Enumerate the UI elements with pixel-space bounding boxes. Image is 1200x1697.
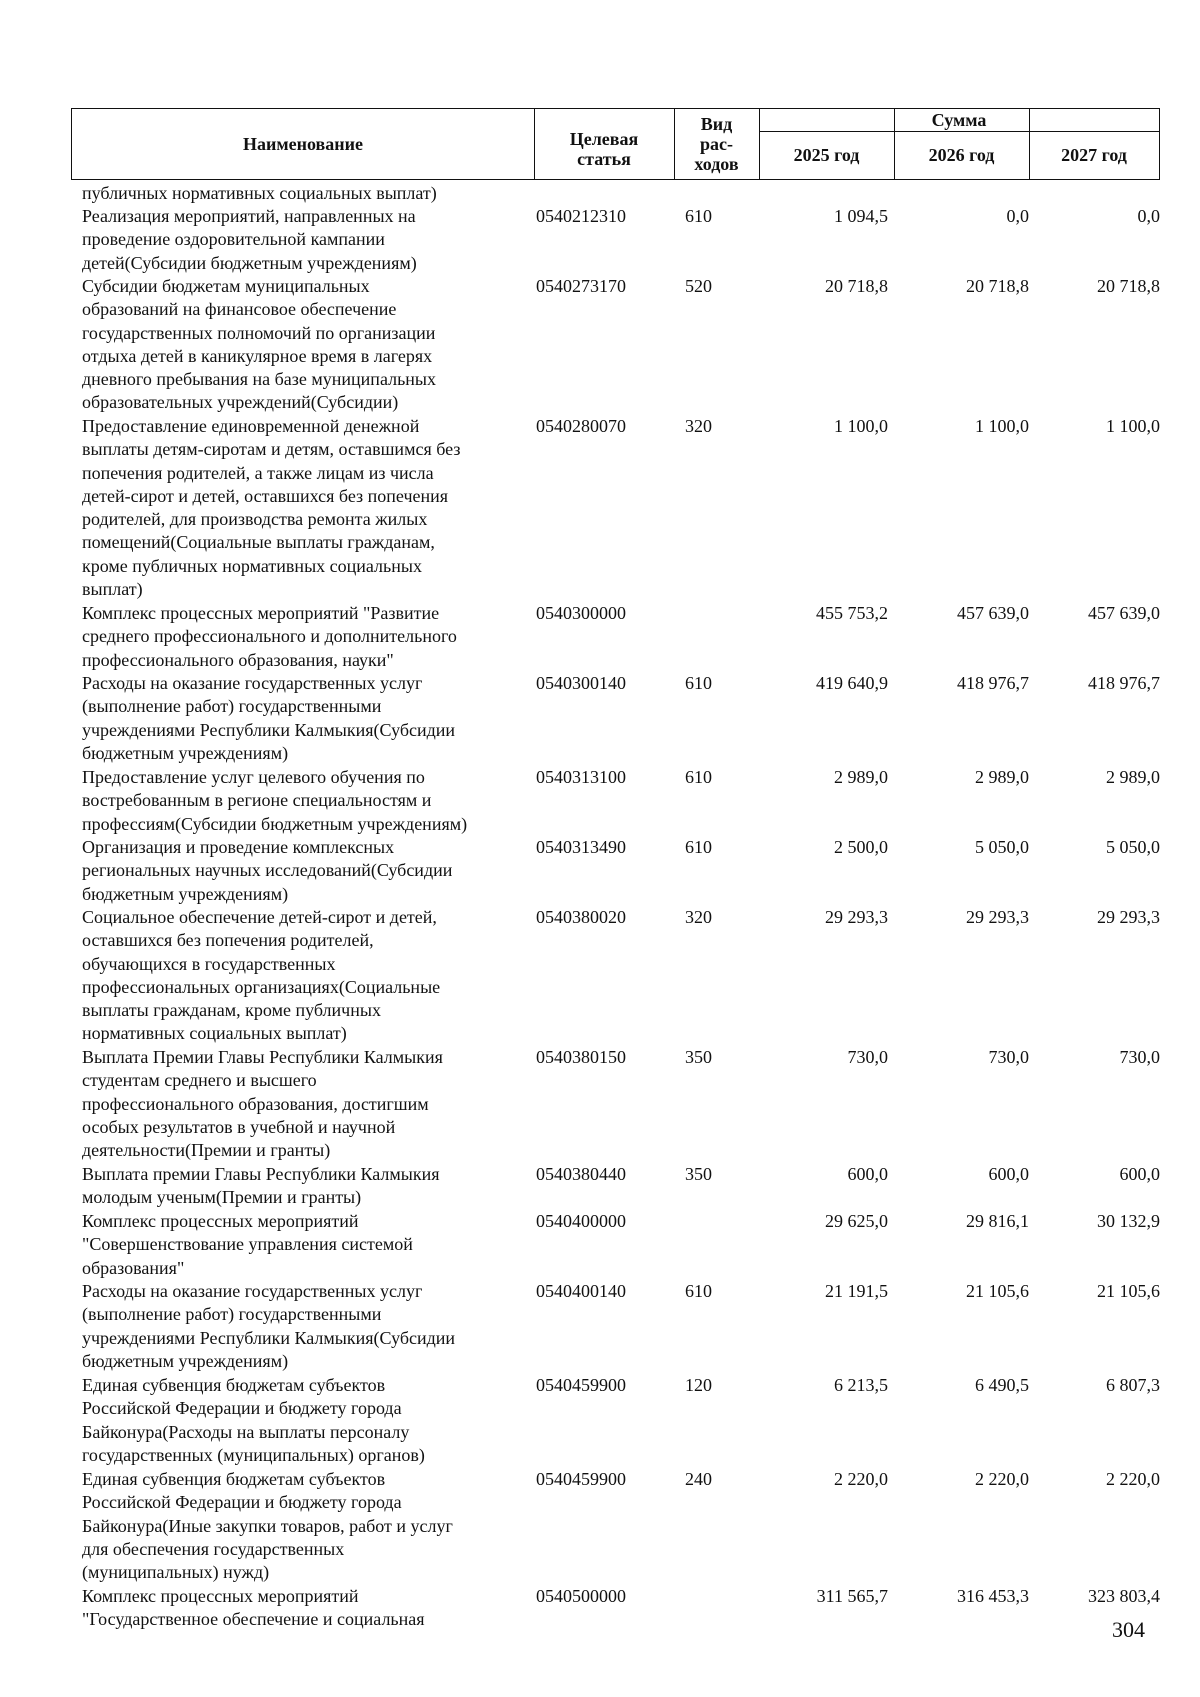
row-name: Расходы на оказание государственных услуг (выполнение работ) государственными учреждениями Республики Калмыкия(Субсидии бюджетным учреждениям) bbox=[82, 1281, 456, 1371]
continuation-text: публичных нормативных социальных выплат) bbox=[82, 183, 437, 203]
row-code: 0540400140 bbox=[536, 1281, 626, 1301]
row-2027: 1 100,0 bbox=[1106, 416, 1160, 436]
row-2027: 730,0 bbox=[1119, 1047, 1160, 1067]
row-vid: 610 bbox=[685, 673, 712, 693]
row-2025: 29 625,0 bbox=[825, 1211, 888, 1231]
row-name: Единая субвенция бюджетам субъектов Российской Федерации и бюджету города Байконура(Расходы на выплаты персоналу государственных (муниципальных) органов) bbox=[82, 1375, 425, 1465]
row-2025: 1 100,0 bbox=[834, 416, 888, 436]
row-code: 0540300000 bbox=[536, 603, 626, 623]
row-code: 0540500000 bbox=[536, 1586, 626, 1606]
row-vid: 520 bbox=[685, 276, 712, 296]
row-2025: 29 293,3 bbox=[825, 907, 888, 927]
row-2027: 457 639,0 bbox=[1088, 603, 1160, 623]
row-2027: 6 807,3 bbox=[1106, 1375, 1160, 1395]
row-code: 0540459900 bbox=[536, 1375, 626, 1395]
row-2026: 2 220,0 bbox=[975, 1469, 1029, 1489]
row-2025: 20 718,8 bbox=[825, 276, 888, 296]
row-vid: 610 bbox=[685, 1281, 712, 1301]
row-2027: 20 718,8 bbox=[1097, 276, 1160, 296]
row-vid: 350 bbox=[685, 1164, 712, 1184]
row-2025: 2 500,0 bbox=[834, 837, 888, 857]
row-2026: 600,0 bbox=[988, 1164, 1029, 1184]
row-2025: 730,0 bbox=[847, 1047, 888, 1067]
row-vid: 120 bbox=[685, 1375, 712, 1395]
row-2025: 455 753,2 bbox=[816, 603, 888, 623]
row-2027: 30 132,9 bbox=[1097, 1211, 1160, 1231]
row-2025: 1 094,5 bbox=[834, 206, 888, 226]
row-2026: 1 100,0 bbox=[975, 416, 1029, 436]
row-2027: 2 220,0 bbox=[1106, 1469, 1160, 1489]
row-vid: 240 bbox=[685, 1469, 712, 1489]
row-code: 0540459900 bbox=[536, 1469, 626, 1489]
row-2026: 29 816,1 bbox=[966, 1211, 1029, 1231]
row-name: Предоставление услуг целевого обучения по востребованным в регионе специальностям и профессиям(Субсидии бюджетным учреждениям) bbox=[82, 767, 468, 834]
row-2026: 20 718,8 bbox=[966, 276, 1029, 296]
row-2025: 311 565,7 bbox=[816, 1586, 888, 1606]
row-code: 0540313100 bbox=[536, 767, 626, 787]
row-2027: 0,0 bbox=[1137, 206, 1160, 226]
row-code: 0540380440 bbox=[536, 1164, 626, 1184]
row-2025: 600,0 bbox=[847, 1164, 888, 1184]
row-code: 0540380150 bbox=[536, 1047, 626, 1067]
page-number: 304 bbox=[1112, 1617, 1145, 1642]
header-2025: 2025 год bbox=[793, 145, 860, 165]
row-code: 0540380020 bbox=[536, 907, 626, 927]
row-name: Комплекс процессных мероприятий "Государственное обеспечение и социальная bbox=[82, 1586, 425, 1630]
row-2026: 457 639,0 bbox=[957, 603, 1029, 623]
row-code: 0540280070 bbox=[536, 416, 626, 436]
row-2026: 2 989,0 bbox=[975, 767, 1029, 787]
row-2026: 6 490,5 bbox=[975, 1375, 1029, 1395]
row-2026: 730,0 bbox=[988, 1047, 1029, 1067]
row-vid: 320 bbox=[685, 907, 712, 927]
row-code: 0540300140 bbox=[536, 673, 626, 693]
row-vid: 610 bbox=[685, 206, 712, 226]
row-2025: 419 640,9 bbox=[816, 673, 888, 693]
row-2026: 316 453,3 bbox=[957, 1586, 1029, 1606]
row-2027: 29 293,3 bbox=[1097, 907, 1160, 927]
row-code: 0540313490 bbox=[536, 837, 626, 857]
row-name: Реализация мероприятий, направленных на проведение оздоровительной кампании детей(Субсидии бюджетным учреждениям) bbox=[82, 206, 417, 273]
row-vid: 610 bbox=[685, 767, 712, 787]
row-2025: 21 191,5 bbox=[825, 1281, 888, 1301]
row-2026: 29 293,3 bbox=[966, 907, 1029, 927]
row-2027: 2 989,0 bbox=[1106, 767, 1160, 787]
row-code: 0540273170 bbox=[536, 276, 626, 296]
row-name: Предоставление единовременной денежной выплаты детям-сиротам и детям, оставшимся без попечения родителей, а также лицам из числа детей-сирот и детей, оставшихся без попечения родителей, для производства ремонта жилых помещений(Социальные выплаты гражданам, кроме публичных нормативных социальных выплат) bbox=[82, 416, 461, 600]
row-2026: 21 105,6 bbox=[966, 1281, 1029, 1301]
row-name: Выплата премии Главы Республики Калмыкия молодым ученым(Премии и гранты) bbox=[82, 1164, 440, 1208]
row-code: 0540212310 bbox=[536, 206, 626, 226]
row-name: Субсидии бюджетам муниципальных образований на финансовое обеспечение государственных полномочий по организации отдыха детей в каникулярное время в лагерях дневного пребывания на базе муниципальных образовательных учреждений(Субсидии) bbox=[82, 276, 437, 413]
row-code: 0540400000 bbox=[536, 1211, 626, 1231]
row-2027: 21 105,6 bbox=[1097, 1281, 1160, 1301]
header-sum: Сумма bbox=[931, 110, 987, 130]
row-2026: 0,0 bbox=[1006, 206, 1029, 226]
row-name: Комплекс процессных мероприятий "Совершенствование управления системой образования" bbox=[82, 1211, 413, 1278]
row-vid: 320 bbox=[685, 416, 712, 436]
row-2025: 6 213,5 bbox=[834, 1375, 888, 1395]
row-name: Расходы на оказание государственных услуг (выполнение работ) государственными учреждениями Республики Калмыкия(Субсидии бюджетным учреждениям) bbox=[82, 673, 456, 763]
row-2026: 418 976,7 bbox=[957, 673, 1029, 693]
header-target: Целевая статья bbox=[569, 129, 639, 169]
row-2025: 2 220,0 bbox=[834, 1469, 888, 1489]
header-vid: Вид рас-ходов bbox=[694, 114, 739, 174]
header-2026: 2026 год bbox=[928, 145, 995, 165]
row-2027: 418 976,7 bbox=[1088, 673, 1160, 693]
row-2027: 323 803,4 bbox=[1088, 1586, 1160, 1606]
row-2027: 5 050,0 bbox=[1106, 837, 1160, 857]
row-2027: 600,0 bbox=[1119, 1164, 1160, 1184]
row-name: Выплата Премии Главы Республики Калмыкия студентам среднего и высшего профессионального образования, достигшим особых результатов в учебной и научной деятельности(Премии и гранты) bbox=[82, 1047, 443, 1161]
row-name: Комплекс процессных мероприятий "Развитие среднего профессионального и дополнительного профессионального образования, науки" bbox=[82, 603, 457, 670]
row-vid: 350 bbox=[685, 1047, 712, 1067]
row-name: Социальное обеспечение детей-сирот и детей, оставшихся без попечения родителей, обучающихся в государственных профессиональных организациях(Социальные выплаты гражданам, кроме публичных нормативных социальных выплат) bbox=[82, 907, 441, 1044]
row-name: Единая субвенция бюджетам субъектов Российской Федерации и бюджету города Байконура(Иные закупки товаров, работ и услуг для обеспечения государственных (муниципальных) нужд) bbox=[82, 1469, 453, 1583]
header-name: Наименование bbox=[243, 134, 363, 154]
table-header bbox=[71, 108, 1160, 180]
row-name: Организация и проведение комплексных региональных научных исследований(Субсидии бюджетным учреждениям) bbox=[82, 837, 453, 904]
row-2025: 2 989,0 bbox=[834, 767, 888, 787]
row-2026: 5 050,0 bbox=[975, 837, 1029, 857]
row-vid: 610 bbox=[685, 837, 712, 857]
header-2027: 2027 год bbox=[1061, 145, 1127, 165]
